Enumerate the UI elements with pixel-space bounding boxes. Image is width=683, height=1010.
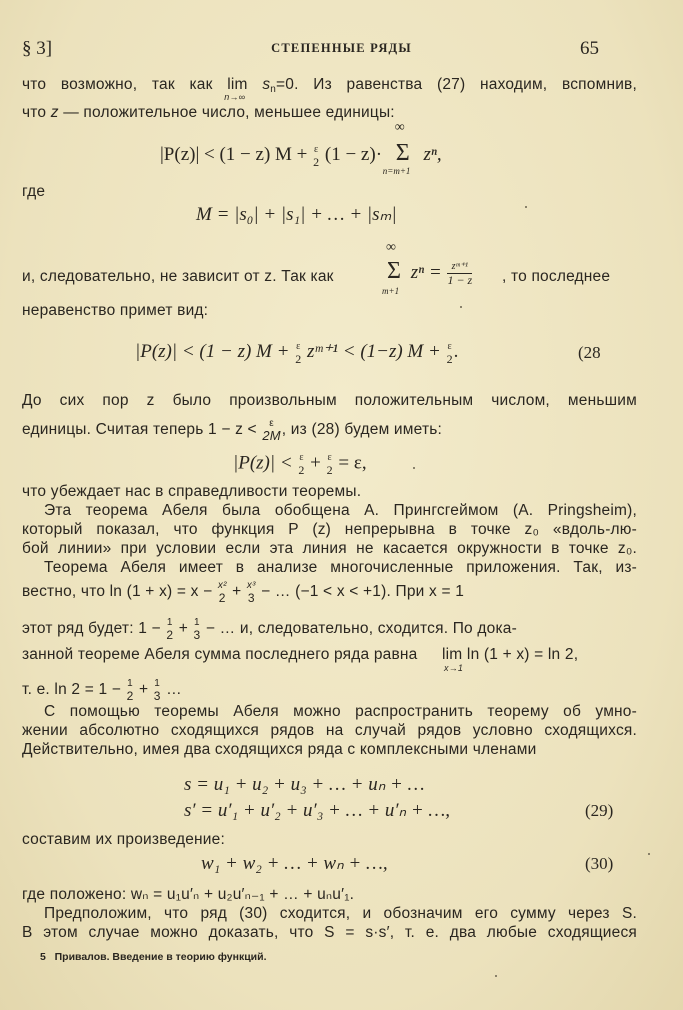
paper-speck [460,306,462,308]
text-line: что убеждает нас в справедливости теоремы. [22,483,362,500]
text-line: Теорема Абеля имеет в анализе многочисленные приложения. Так, из- [44,559,637,576]
paper-speck [648,853,650,855]
text-line: вестно, что ln (1 + x) = x − x² 2 + x³ 3 − … (−1 < x < +1). При x = 1 [22,580,465,605]
equation-number: (28 [578,343,601,362]
printer-signature [40,951,267,963]
text-span: — положительное число, меньшее единицы: [63,104,395,121]
equation-2: M = |s₀| + |s₁| + … + |sₘ| [196,204,397,225]
section-marker: § 3] [22,38,53,59]
text-span: и, следовательно, не зависит от z. Так как [22,268,334,285]
paper-speck [413,467,415,469]
text-span: что возможно, так как [22,76,213,93]
text-line: этот ряд будет: 1 − 1 2 + 1 3 − … и, следовательно, сходится. По дока- [22,617,517,642]
text-line: Действительно, имея два сходящихся ряда с комплексными членами [22,741,537,758]
text-line: неравенство примет вид: [22,302,209,319]
text-line: занной теореме Абеля сумма последнего ряда равна lim ln (1 + x) = ln 2, x→1 [22,646,579,673]
text-line: Предположим, что ряд (30) сходится, и обозначим его сумму через S. [44,905,637,922]
text-line: где положено: wₙ = u₁u′ₙ + u₂u′ₙ₋₁ + … + uₙu′₁. [22,886,355,903]
lim-operator: lim [227,76,248,93]
math-var: z [50,104,59,121]
equation-number: (29) [585,801,614,820]
equation-28: |P(z)| < (1 − z) M + ε 2 zᵐ⁺¹ < (1−z) M + ε 2 . [135,340,459,366]
text-line: В этом случае можно доказать, что S = s·s′, т. е. два любые сходящиеся [22,924,638,941]
text-line: где [22,183,46,200]
series-s: s = u₁ + u₂ + u₃ + … + uₙ + … [184,774,425,795]
sum-operator: ∞ Σ n=m+1 [382,120,411,176]
product-series: w₁ + w₂ + … + wₙ + …, [201,853,388,874]
math-var: s [262,76,271,93]
text-line: Эта теорема Абеля была обобщена А. Прингсгеймом (A. Pringsheim), [44,502,637,519]
fraction: $\frac{\text{zᵐ⁺¹}}{1 - z}$ [447,261,473,288]
text-line: С помощью теоремы Абеля можно распространить теорему об умно- [44,703,637,720]
limit-expression [224,76,248,102]
paper-speck [525,206,527,208]
text-span: что [22,104,47,121]
text-line: До сих пор z было произвольным положительным числом, меньшим [22,392,637,409]
signature-text: Привалов. Введение в теорию функций. [54,951,267,963]
series-s-prime: s′ = u′₁ + u′₂ + u′₃ + … + u′ₙ + …, [184,800,451,821]
signature-number: 5 [40,951,46,963]
eq-part: zᵐ⁺¹ < (1−z) M + [306,341,441,362]
text-line: жении абсолютно сходящихся рядов на случай рядов условно сходящихся. [22,722,637,739]
eq-part: |P(z)| < (1 − z) M + [160,144,308,165]
page-number: 65 [580,38,599,59]
equation-result: |P(z)| < ε 2 + ε 2 = ε, [233,452,367,477]
eq-part: zⁿ, [423,144,442,165]
text-span: , то последнее [502,268,611,285]
running-title: СТЕПЕННЫЕ РЯДЫ [271,41,412,55]
text-line [22,268,334,286]
equation-number: (30) [585,854,614,873]
text-line: т. е. ln 2 = 1 − 1 2 + 1 3 … [22,678,182,703]
text-span: =0. Из равенства (27) находим, вспомнив, [276,76,637,93]
sum-expression: ∞ Σ m+1 zⁿ = $\frac{\text{zᵐ⁺¹}}{1 - z}$ [382,240,473,296]
equation-1 [160,120,442,176]
eq-part: (1 − z)· [324,144,383,165]
paper-speck [495,975,497,977]
text-line: что возможно, так как lim n→∞ $s_n=0$. Из равенства (27) находим, вспомнив, [22,76,637,102]
text-line: бой линии» при условии если эта линия не касается окружности в точке z₀. [22,540,637,557]
fraction: ε 2 [313,143,320,169]
eq-part: |P(z)| < (1 − z) M + [135,341,290,362]
lim-subscript: n→∞ [224,92,246,102]
text-line [22,104,395,122]
text-line: единицы. Считая теперь 1 − z < ε 2M , из (28) будем иметь: [22,418,443,443]
text-line: который показал, что функция P (z) непрерывна в точке z₀ «вдоль-лю- [22,521,637,538]
sum-operator: ∞ Σ m+1 [382,240,401,296]
text-line: составим их произведение: [22,831,225,848]
